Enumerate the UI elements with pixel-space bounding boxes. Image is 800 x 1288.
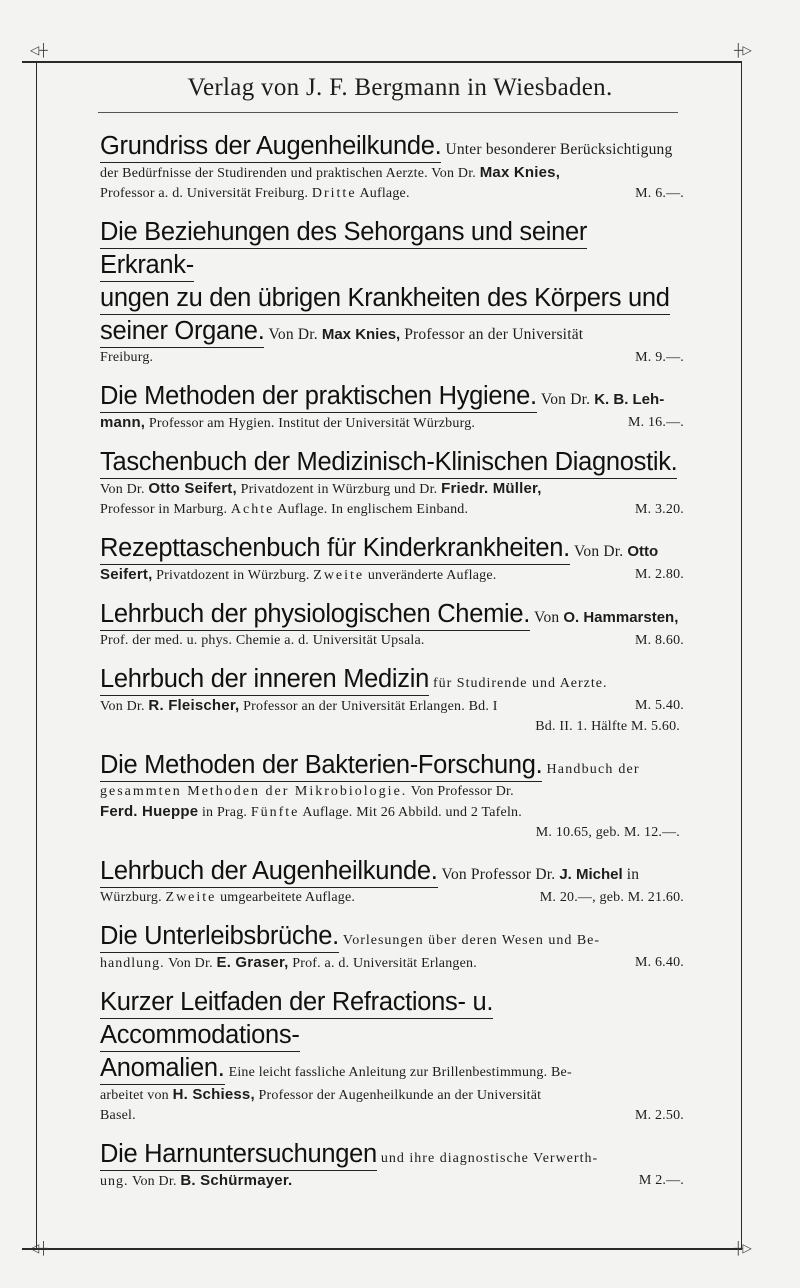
corner-ornament-icon: ┼▷ — [734, 1241, 752, 1255]
book-title: Lehrbuch der Augenheilkunde. — [100, 857, 438, 888]
book-price: M. 6.40. — [634, 955, 684, 970]
corner-ornament-icon: ┼▷ — [734, 43, 752, 57]
book-author: Seifert, — [100, 566, 153, 583]
book-author: Ferd. Hueppe — [100, 803, 199, 820]
book-author: K. B. Leh- — [594, 391, 665, 408]
book-description: Prof. der med. u. phys. Chemie a. d. Universität Upsala. — [100, 633, 425, 648]
book-description: handlung. — [100, 956, 165, 971]
book-price: M. 16.—. — [627, 415, 684, 430]
book-subtitle: Eine leicht fassliche Anleitung zur Brillenbestimmung. Be- — [228, 1065, 572, 1080]
book-description: Professor an der Universität — [404, 326, 584, 343]
book-title: Lehrbuch der physiologischen Chemie. — [100, 600, 530, 631]
book-description: ung. — [100, 1174, 129, 1189]
book-description: Von Professor Dr. — [410, 784, 514, 799]
book-entry — [100, 446, 684, 520]
book-title: Die Beziehungen des Sehorgans und seiner Erkrank- — [100, 218, 587, 282]
book-description: Von Dr. — [100, 482, 145, 497]
book-entry — [100, 216, 684, 368]
book-title: Grundriss der Augenheilkunde. — [100, 132, 441, 163]
book-description: Auflage. Mit 26 Abbild. und 2 Tafeln. — [302, 805, 522, 820]
frame-bottom-rule — [22, 1248, 742, 1250]
book-edition: Fünfte — [250, 805, 300, 820]
book-description: Von Dr. — [168, 956, 213, 971]
book-title: seiner Organe. — [100, 317, 264, 348]
book-author: Friedr. Müller, — [441, 480, 542, 497]
book-description: in — [626, 866, 640, 883]
book-edition: Zweite — [165, 890, 217, 905]
book-entry — [100, 532, 684, 586]
book-entry — [100, 920, 684, 974]
book-description: Von Dr. — [573, 543, 624, 560]
book-author: Otto — [627, 543, 659, 560]
book-entry — [100, 749, 684, 843]
book-title: Taschenbuch der Medizinisch-Klinischen Diagnostik. — [100, 448, 677, 479]
book-title: ungen zu den übrigen Krankheiten des Körpers und — [100, 284, 670, 315]
book-title: Kurzer Leitfaden der Refractions- u. Accommodations- — [100, 988, 493, 1052]
book-description: Auflage. — [359, 186, 410, 201]
book-description: Von Dr. — [100, 699, 145, 714]
book-description: Von Dr. — [268, 326, 318, 343]
book-entry — [100, 130, 684, 204]
book-author: Otto Seifert, — [148, 480, 237, 497]
book-description: Professor in Marburg. — [100, 502, 228, 517]
book-author: B. Schürmayer. — [180, 1172, 293, 1189]
book-description: Privatdozent in Würzburg und Dr. — [240, 482, 438, 497]
book-subtitle: und ihre diagnostische Verwerth- — [380, 1151, 599, 1166]
book-subtitle: Unter besonderer Berücksichtigung — [445, 141, 673, 158]
frame-left-rule — [36, 62, 37, 1248]
book-author: Max Knies, — [321, 326, 401, 343]
book-author: H. Schiess, — [172, 1086, 255, 1103]
book-author: J. Michel — [559, 866, 623, 883]
book-description: Von Dr. — [540, 391, 591, 408]
book-edition: Achte — [230, 502, 275, 517]
publisher-heading: Verlag von J. F. Bergmann in Wiesbaden. — [187, 74, 613, 101]
book-entry — [100, 855, 684, 908]
book-title: Die Methoden der praktischen Hygiene. — [100, 382, 537, 413]
book-price: M. 5.40. — [634, 698, 684, 713]
frame-right-rule — [741, 62, 742, 1248]
book-subtitle: Handbuch der — [546, 762, 640, 777]
book-price: M. 6.—. — [635, 186, 684, 201]
book-price: M. 3.20. — [634, 502, 684, 517]
book-title: Rezepttaschenbuch für Kinderkrankheiten. — [100, 534, 570, 565]
book-entry — [100, 1138, 684, 1192]
book-price: M 2.—. — [638, 1173, 684, 1188]
book-description: gesammten Methoden der Mikrobiologie. — [100, 784, 408, 799]
book-title: Lehrbuch der inneren Medizin — [100, 665, 429, 696]
book-description: arbeitet von — [100, 1088, 169, 1103]
frame-top-rule — [22, 61, 742, 63]
book-edition: Dritte — [311, 186, 357, 201]
book-price: M. 2.80. — [634, 567, 684, 582]
publisher-rule — [98, 112, 678, 113]
book-author: O. Hammarsten, — [563, 609, 679, 626]
book-author: Max Knies, — [479, 164, 561, 181]
book-subtitle: Vorlesungen über deren Wesen und Be- — [342, 933, 601, 948]
book-price: Bd. II. 1. Hälfte M. 5.60. — [535, 719, 680, 734]
book-description: Von Professor Dr. — [441, 866, 556, 883]
book-description: Prof. a. d. Universität Erlangen. — [292, 956, 477, 971]
book-author: E. Graser, — [216, 954, 289, 971]
book-description: Von — [534, 609, 560, 626]
book-title: Die Unterleibsbrüche. — [100, 922, 339, 953]
book-entry — [100, 986, 684, 1126]
book-list — [100, 130, 684, 1204]
book-description: Professor a. d. Universität Freiburg. — [100, 186, 309, 201]
corner-ornament-icon: ◁┼ — [30, 43, 48, 57]
book-description: der Bedürfnisse der Studirenden und praktischen Aerzte. Von Dr. — [100, 166, 476, 181]
book-price: M. 9.—. — [635, 350, 684, 365]
book-description: umgearbeitete Auflage. — [220, 890, 356, 905]
book-description: Privatdozent in Würzburg. — [156, 568, 310, 583]
book-entry — [100, 598, 684, 651]
book-price: M. 10.65, geb. M. 12.—. — [535, 825, 680, 840]
book-price: M. 2.50. — [634, 1108, 684, 1123]
book-description: Freiburg. — [100, 350, 154, 365]
book-entry — [100, 663, 684, 737]
book-description: Professor an der Universität Erlangen. Bd. I — [243, 699, 498, 714]
book-description: Professor am Hygien. Institut der Universität Würzburg. — [148, 416, 476, 431]
corner-ornament-icon: ◁┼ — [30, 1241, 48, 1255]
book-edition: Zweite — [313, 568, 365, 583]
book-subtitle: für Studirende und Aerzte. — [432, 676, 608, 691]
book-price: M. 20.—, geb. M. 21.60. — [539, 890, 684, 905]
book-description: Basel. — [100, 1108, 136, 1123]
book-description: Auflage. In englischem Einband. — [277, 502, 469, 517]
book-entry — [100, 380, 684, 434]
book-description: Von Dr. — [131, 1174, 177, 1189]
book-title: Anomalien. — [100, 1054, 225, 1085]
book-description: in Prag. — [201, 805, 248, 820]
book-description: Würzburg. — [100, 890, 162, 905]
book-title: Die Harnuntersuchungen — [100, 1140, 377, 1171]
book-author: R. Fleischer, — [148, 697, 240, 714]
book-description: Professor der Augenheilkunde an der Universität — [258, 1088, 542, 1103]
book-description: unveränderte Auflage. — [367, 568, 497, 583]
book-author: mann, — [100, 414, 146, 431]
book-title: Die Methoden der Bakterien-Forschung. — [100, 751, 542, 782]
book-price: M. 8.60. — [634, 633, 684, 648]
